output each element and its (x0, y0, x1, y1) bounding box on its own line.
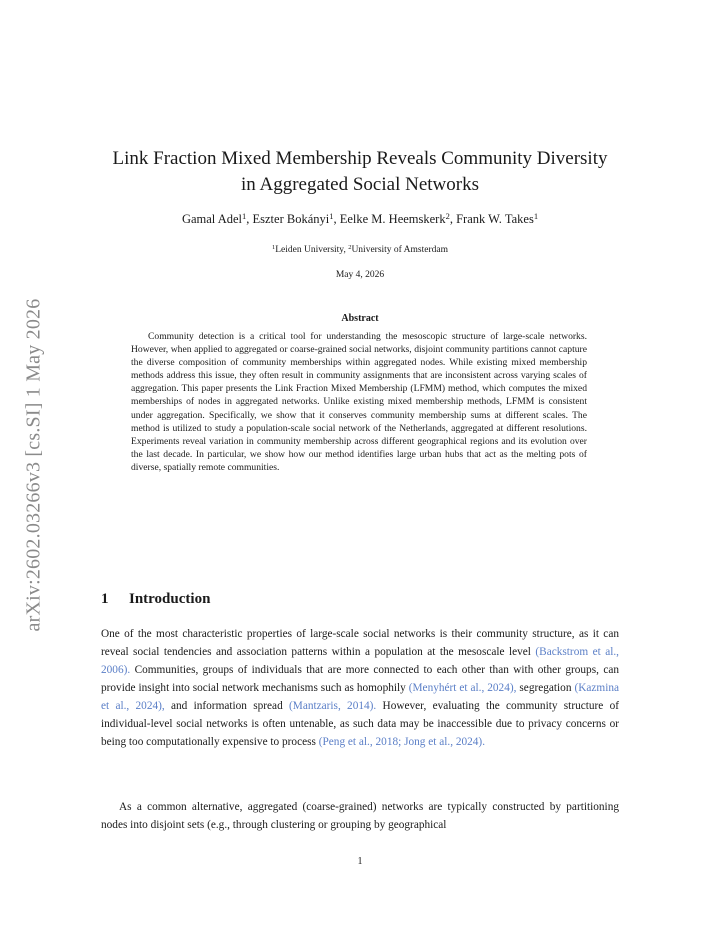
citation-kazmina[interactable]: (Kazmina et al., 2024), (101, 682, 619, 712)
abstract-text: Community detection is a critical tool for understanding the mesoscopic structure of large-scale networks. However, when applied to aggregated or coarse-grained social networks, disjoint community partitions cannot capture the diverse composition of community memberships within aggregated nodes. While existing mixed membership methods address this issue, they often result in community assignments that are inconsistent across varying scales of aggregation. This paper presents the Link Fraction Mixed Membership (LFMM) method, which computes the mixed memberships of nodes in aggregated networks. Unlike existing mixed membership methods, LFMM is consistent under aggregation. Specifically, we show that it conserves community membership sums at different scales. The method is utilized to study a population-scale social network of the Netherlands, aggregated at different resolutions. Experiments reveal variation in community membership across different geographical regions and its evolution over the last decade. In particular, we show how our method identifies large urban hubs that act as the melting pots of diverse, spatially remote communities. (131, 331, 587, 473)
title-line-1: Link Fraction Mixed Membership Reveals Community Diversity (112, 148, 608, 169)
page-number: 1 (357, 856, 363, 867)
citation-menyhert[interactable]: (Menyhért et al., 2024), (408, 682, 517, 694)
paper-title (60, 146, 660, 198)
abstract-heading: Abstract (341, 313, 379, 324)
citation-backstrom[interactable]: (Backstrom et al., 2006). (101, 646, 620, 676)
arxiv-identifier: arXiv:2602.03266v3 [cs.SI] 1 May 2026 (22, 298, 45, 632)
citation-peng-jong[interactable]: (Peng et al., 2018; Jong et al., 2024). (318, 736, 486, 748)
citation-mantzaris[interactable]: (Mantzaris, 2014). (289, 700, 377, 712)
author-bokanyi: Eszter Bokányi$^1$ (252, 211, 334, 226)
author-adel: Gamal Adel$^1$ (181, 211, 247, 226)
author-heemskerk: Eelke M. Heemskerk$^2$ (339, 211, 450, 226)
affiliation-amsterdam: University of Amsterdam (351, 245, 449, 255)
affiliations: $^1$Leiden University, $^2$University of Amsterdam (271, 244, 449, 255)
paper-date: May 4, 2026 (335, 270, 385, 280)
title-line-2: in Aggregated Social Networks (241, 174, 479, 195)
author-takes: Frank W. Takes$^1$ (456, 211, 539, 226)
introduction-paragraph-1: One of the most characteristic properties of large-scale social networks is their community structure, as it can reveal social tendencies and association patterns within a population at the mesoscale level (Backstrom et al., 2006). Communities, groups of individuals that are more connected to each other than with other groups, can provide insight into social network mechanisms such as homophily (Menyhért et al., 2024), segregation (Kazmina et al., 2024), and information spread (Mantzaris, 2014). However, evaluating the community structure of individual-level social networks is often untenable, as such data may be inaccessible due to privacy concerns or being too computationally expensive to process (Peng et al., 2018; Jong et al., 2024). (101, 628, 620, 748)
introduction-paragraph-2: As a common alternative, aggregated (coarse-grained) networks are typically constructed by partitioning nodes into disjoint sets (e.g., through clustering or grouping by geographical (101, 801, 619, 831)
author-list: Gamal Adel$^1$, Eszter Bokányi$^1$, Eelke M. Heemskerk$^2$, Frank W. Takes$^1$ (181, 211, 539, 226)
section-title: Introduction (129, 591, 211, 607)
section-number: 1 (101, 591, 109, 607)
affiliation-leiden: Leiden University (275, 245, 344, 255)
section-heading-introduction (101, 591, 210, 608)
